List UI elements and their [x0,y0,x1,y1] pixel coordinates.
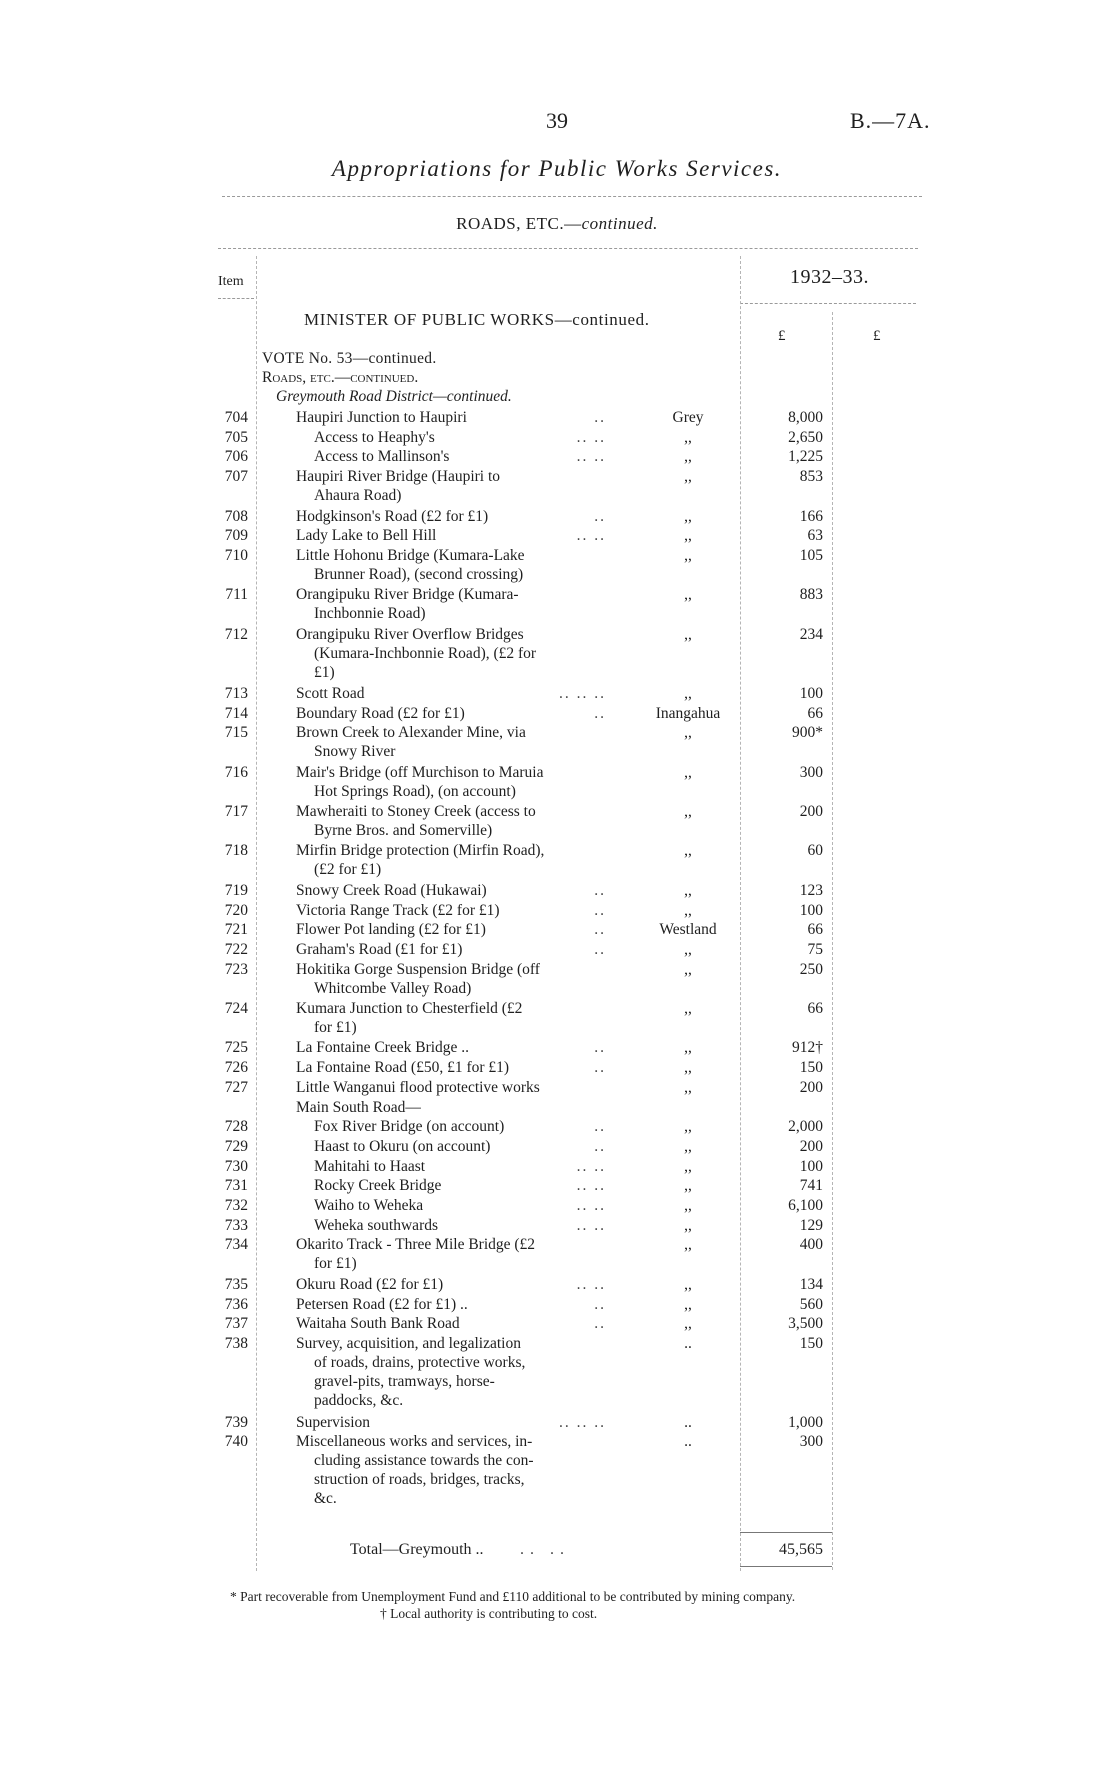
electoral-district: .. [684,1413,692,1431]
leader-dots: .. [594,1059,606,1077]
electoral-district: Westland [659,921,717,939]
description-continuation: (£2 for £1) [314,861,382,879]
description-line: La Fontaine Road (£50, £1 for £1) [296,1059,510,1077]
item-description [296,408,606,427]
leader-dots: .. [594,881,606,899]
item-description [314,1196,606,1215]
electoral-district: ,, [684,724,692,742]
description-line: Mahitahi to Haast [314,1157,426,1175]
description-line: La Fontaine Creek Bridge .. [296,1039,470,1057]
item-description [296,841,606,879]
leader-dots: .. [594,1118,606,1136]
description-line: Little Wanganui flood protective works [296,1078,540,1096]
electoral-district: ,, [684,625,692,643]
footnotes [230,1588,910,1622]
amount-value: 912† [792,1039,823,1057]
leader-dots: .. .. [576,428,606,446]
description-line: Survey, acquisition, and legalization [296,1334,521,1352]
leader-dots: .. [594,1315,606,1333]
electoral-district: ,, [684,1059,692,1077]
item-number: 729 [224,1137,248,1155]
leader-dots: .. .. [576,1197,606,1214]
item-description [296,684,606,703]
item-number: 718 [224,842,248,860]
item-description [296,1295,606,1314]
description-line: Kumara Junction to Chesterfield (£2 [296,1000,523,1017]
item-number: 711 [225,586,248,604]
leader-dots: .. .. .. [559,1413,606,1431]
item-description [314,428,606,447]
total-rule-top [740,1532,832,1533]
electoral-district: ,, [684,1039,692,1057]
description-continuation: cluding assistance towards the con- [314,1452,534,1470]
description-continuation: for £1) [314,1255,357,1273]
description-continuation: &c. [314,1490,337,1508]
item-description [296,920,606,939]
description-line: Rocky Creek Bridge [314,1177,442,1195]
leader-dots: .. .. [576,448,606,466]
leader-dots: .. [594,507,606,525]
amount-value: 234 [799,625,823,643]
item-number: 714 [224,704,248,722]
amount-value: 3,500 [788,1315,823,1333]
electoral-district: ,, [684,1275,692,1293]
item-number: 728 [224,1118,248,1136]
description-continuation: Snowy River [314,743,396,761]
leader-dots: .. [594,921,606,939]
amount-value: 150 [799,1334,823,1352]
item-description [296,546,606,584]
item-description [296,1058,606,1077]
electoral-district: Inangahua [655,704,721,722]
item-number: 706 [224,448,248,466]
description-continuation: for £1) [314,1019,357,1036]
amount-value: 741 [799,1177,823,1195]
leader-dots: .. .. [576,1216,606,1234]
amount-value: 6,100 [788,1197,823,1214]
item-number: 735 [224,1275,248,1293]
amount-value: 2,000 [788,1118,823,1136]
item-number: 730 [224,1157,248,1175]
leader-dots: .. .. [576,527,606,545]
item-description [296,1413,606,1432]
electoral-district: ,, [684,1157,692,1175]
year-column-header: 1932–33. [790,266,869,288]
leader-dots: .. [594,1295,606,1313]
item-description [296,1235,606,1273]
item-description [314,1216,606,1235]
electoral-district: ,, [684,507,692,525]
description-line: Main South Road— [296,1098,421,1116]
amount-value: 300 [799,763,823,781]
item-number: 738 [224,1334,248,1352]
item-number: 725 [224,1039,248,1057]
item-description [296,1334,606,1410]
amount-value: 100 [799,684,823,702]
footnote-local-authority: † Local authority is contributing to cost. [380,1606,598,1621]
description-continuation: paddocks, &c. [314,1391,404,1409]
electoral-district: ,, [684,803,692,820]
leader-dots: .. .. [576,1177,606,1195]
electoral-district: ,, [684,1078,692,1096]
description-continuation: (Kumara-Inchbonnie Road), (£2 for [314,644,537,662]
pound-symbol-second: £ [873,328,881,344]
item-description [296,467,606,505]
description-line: Access to Mallinson's [314,448,450,466]
roads-heading: Roads, etc.—continued. [262,369,419,386]
electoral-district: ,, [684,842,692,860]
amount-column-line [740,256,741,1571]
description-continuation: Inchbonnie Road) [314,605,426,623]
item-number: 716 [224,763,248,781]
leader-dots: .. [594,704,606,722]
item-number: 708 [224,507,248,525]
item-number: 715 [224,724,248,742]
amount-value: 853 [799,468,823,486]
description-line: Victoria Range Track (£2 for £1) [296,901,500,919]
electoral-district: ,, [684,1216,692,1234]
item-description [296,1098,606,1117]
description-continuation: Byrne Bros. and Somerville) [314,822,493,839]
description-line: Lady Lake to Bell Hill [296,527,437,545]
item-number: 719 [224,881,248,899]
description-line: Miscellaneous works and services, in- [296,1433,533,1451]
item-number: 727 [224,1078,248,1096]
amount-value: 60 [807,842,823,860]
amount-value: 300 [799,1433,823,1451]
section-heading-italic: continued. [581,214,658,233]
description-line: Haupiri Junction to Haupiri [296,409,467,426]
description-line: Access to Heaphy's [314,428,435,446]
item-number: 721 [224,921,248,939]
electoral-district: ,, [684,1000,692,1017]
amount-value: 2,650 [788,428,823,446]
page-title: Appropriations for Public Works Services. [331,156,783,181]
leader-dots: .. .. [576,1275,606,1293]
item-description [296,1432,606,1508]
leader-dots: .. [594,409,606,426]
item-number: 731 [224,1177,248,1195]
item-description [314,1176,606,1195]
item-description [296,1314,606,1333]
description-continuation: of roads, drains, protective works, [314,1353,526,1371]
item-description [296,1078,606,1097]
item-description [314,1137,606,1156]
electoral-district: ,, [684,448,692,466]
amount-value: 66 [807,704,823,722]
amount-value: 200 [799,1078,823,1096]
item-number: 739 [224,1413,248,1431]
item-number: 710 [224,546,248,564]
electoral-district: ,, [684,428,692,446]
amount-value: 8,000 [788,409,823,426]
electoral-district: ,, [684,1137,692,1155]
electoral-district: ,, [684,468,692,486]
table-top-rule [218,248,918,249]
total-rule-bottom [740,1566,832,1567]
document-reference: B.—7A. [850,108,931,133]
section-heading [0,214,1114,234]
description-line: Graham's Road (£1 for £1) [296,940,463,958]
description-line: Scott Road [296,684,365,702]
leader-dots: .. [594,940,606,958]
year-header-rule [740,303,916,304]
title-rule [222,196,922,197]
item-description [296,526,606,545]
amount-value: 66 [807,1000,823,1017]
description-line: Boundary Road (£2 for £1) [296,704,465,722]
description-line: Hokitika Gorge Suspension Bridge (off [296,960,540,978]
amount-value: 883 [799,586,823,604]
item-number: 736 [224,1295,248,1313]
item-number: 720 [224,901,248,919]
item-number: 713 [224,684,248,702]
item-number: 732 [224,1197,248,1214]
electoral-district: ,, [684,1197,692,1214]
amount-value: 166 [799,507,823,525]
amount-value: 150 [799,1059,823,1077]
electoral-district: ,, [684,1315,692,1333]
amount-value: 100 [799,901,823,919]
description-line: Orangipuku River Overflow Bridges [296,625,524,643]
item-description [296,704,606,723]
item-number: 737 [224,1315,248,1333]
item-description [296,763,606,801]
electoral-district: ,, [684,763,692,781]
item-description [296,940,606,959]
item-number: 733 [224,1216,248,1234]
vote-heading: VOTE No. 53—continued. [262,350,437,367]
description-line: Waiho to Weheka [314,1197,424,1214]
amount-value: 75 [807,940,823,958]
amount-value: 100 [799,1157,823,1175]
leader-dots: .. [594,901,606,919]
electoral-district: ,, [684,881,692,899]
item-number: 712 [224,625,248,643]
description-line: Hodgkinson's Road (£2 for £1) [296,507,489,525]
amount-value: 200 [799,1137,823,1155]
description-continuation: £1) [314,663,335,681]
item-description [296,1038,606,1057]
amount-value: 129 [799,1216,823,1234]
item-description [296,1275,606,1294]
page-number: 39 [546,108,568,133]
description-line: Waitaha South Bank Road [296,1315,460,1333]
electoral-district: ,, [684,1118,692,1136]
description-line: Flower Pot landing (£2 for £1) [296,921,486,939]
description-continuation: gravel-pits, tramways, horse- [314,1372,495,1390]
item-number: 740 [224,1433,248,1451]
item-description [296,507,606,526]
electoral-district: ,, [684,546,692,564]
amount-value: 900* [792,724,823,742]
electoral-district: ,, [684,527,692,545]
total-column-line [832,312,833,1570]
minister-heading: MINISTER OF PUBLIC WORKS—continued. [304,310,650,329]
description-line: Mawheraiti to Stoney Creek (access to [296,803,536,820]
item-description [296,999,606,1037]
amount-value: 1,225 [788,448,823,466]
electoral-district: ,, [684,960,692,978]
amount-value: 560 [799,1295,823,1313]
leader-dots: .. .. [576,1157,606,1175]
description-line: Supervision [296,1413,371,1431]
item-number: 734 [224,1236,248,1254]
electoral-district: Grey [672,409,704,426]
description-continuation: struction of roads, bridges, tracks, [314,1471,525,1489]
section-heading-main: ROADS, ETC.— [456,214,582,233]
amount-value: 250 [799,960,823,978]
electoral-district: ,, [684,586,692,604]
leader-dots: .. [594,1039,606,1057]
amount-value: 134 [799,1275,823,1293]
footnote-unemployment-fund: * Part recoverable from Unemployment Fund and £110 additional to be contributed by mining company. [230,1589,796,1604]
item-number: 726 [224,1059,248,1077]
description-line: Fox River Bridge (on account) [314,1118,505,1136]
item-description [314,1157,606,1176]
item-number: 707 [224,468,248,486]
electoral-district: ,, [684,901,692,919]
item-description [296,802,606,840]
item-description [296,901,606,920]
description-line: Weheka southwards [314,1216,439,1234]
electoral-district: ,, [684,1236,692,1254]
item-number: 717 [224,803,248,820]
electoral-district: ,, [684,684,692,702]
leader-dots: .. [594,1137,606,1155]
description-line: Mair's Bridge (off Murchison to Maruia [296,763,544,781]
item-number: 704 [224,409,248,426]
total-amount: 45,565 [779,1541,823,1558]
item-number: 723 [224,960,248,978]
description-line: Brown Creek to Alexander Mine, via [296,724,526,742]
description-continuation: Ahaura Road) [314,487,402,505]
description-line: Haupiri River Bridge (Haupiri to [296,468,501,486]
amount-value: 123 [799,881,823,899]
description-line: Orangipuku River Bridge (Kumara- [296,586,519,604]
electoral-district: ,, [684,940,692,958]
item-number: 705 [224,428,248,446]
description-continuation: Hot Springs Road), (on account) [314,782,516,800]
amount-value: 105 [799,546,823,564]
description-line: Little Hohonu Bridge (Kumara-Lake [296,546,525,564]
item-description [296,585,606,623]
description-line: Okarito Track - Three Mile Bridge (£2 [296,1236,536,1254]
description-line: Petersen Road (£2 for £1) .. [296,1295,468,1313]
amount-value: 200 [799,803,823,820]
total-label: Total—Greymouth .. [350,1541,484,1558]
item-description [314,447,606,466]
amount-value: 1,000 [788,1413,823,1431]
item-description [296,960,606,998]
description-continuation: Brunner Road), (second crossing) [314,565,524,583]
item-header-rule [218,298,254,299]
total-leader-dots: .. .. [520,1541,570,1558]
description-line: Okuru Road (£2 for £1) [296,1275,444,1293]
item-description [296,881,606,900]
electoral-district: ,, [684,1295,692,1313]
description-line: Snowy Creek Road (Hukawai) [296,881,487,899]
item-number: 709 [224,527,248,545]
item-column-line [256,256,257,1571]
description-line: Haast to Okuru (on account) [314,1137,491,1155]
amount-value: 400 [799,1236,823,1254]
electoral-district: .. [684,1334,692,1352]
pound-symbol-first: £ [778,328,786,344]
amount-value: 63 [807,527,823,545]
electoral-district: .. [684,1433,692,1451]
electoral-district: ,, [684,1177,692,1195]
district-heading: Greymouth Road District—continued. [276,388,512,405]
item-number: 724 [224,1000,248,1017]
item-description [314,1117,606,1136]
item-column-header: Item [218,274,244,289]
item-description [296,723,606,761]
description-line: Mirfin Bridge protection (Mirfin Road), [296,842,545,860]
leader-dots: .. .. .. [559,684,606,702]
description-continuation: Whitcombe Valley Road) [314,979,472,997]
amount-value: 66 [807,921,823,939]
item-number: 722 [224,940,248,958]
item-description [296,625,606,682]
